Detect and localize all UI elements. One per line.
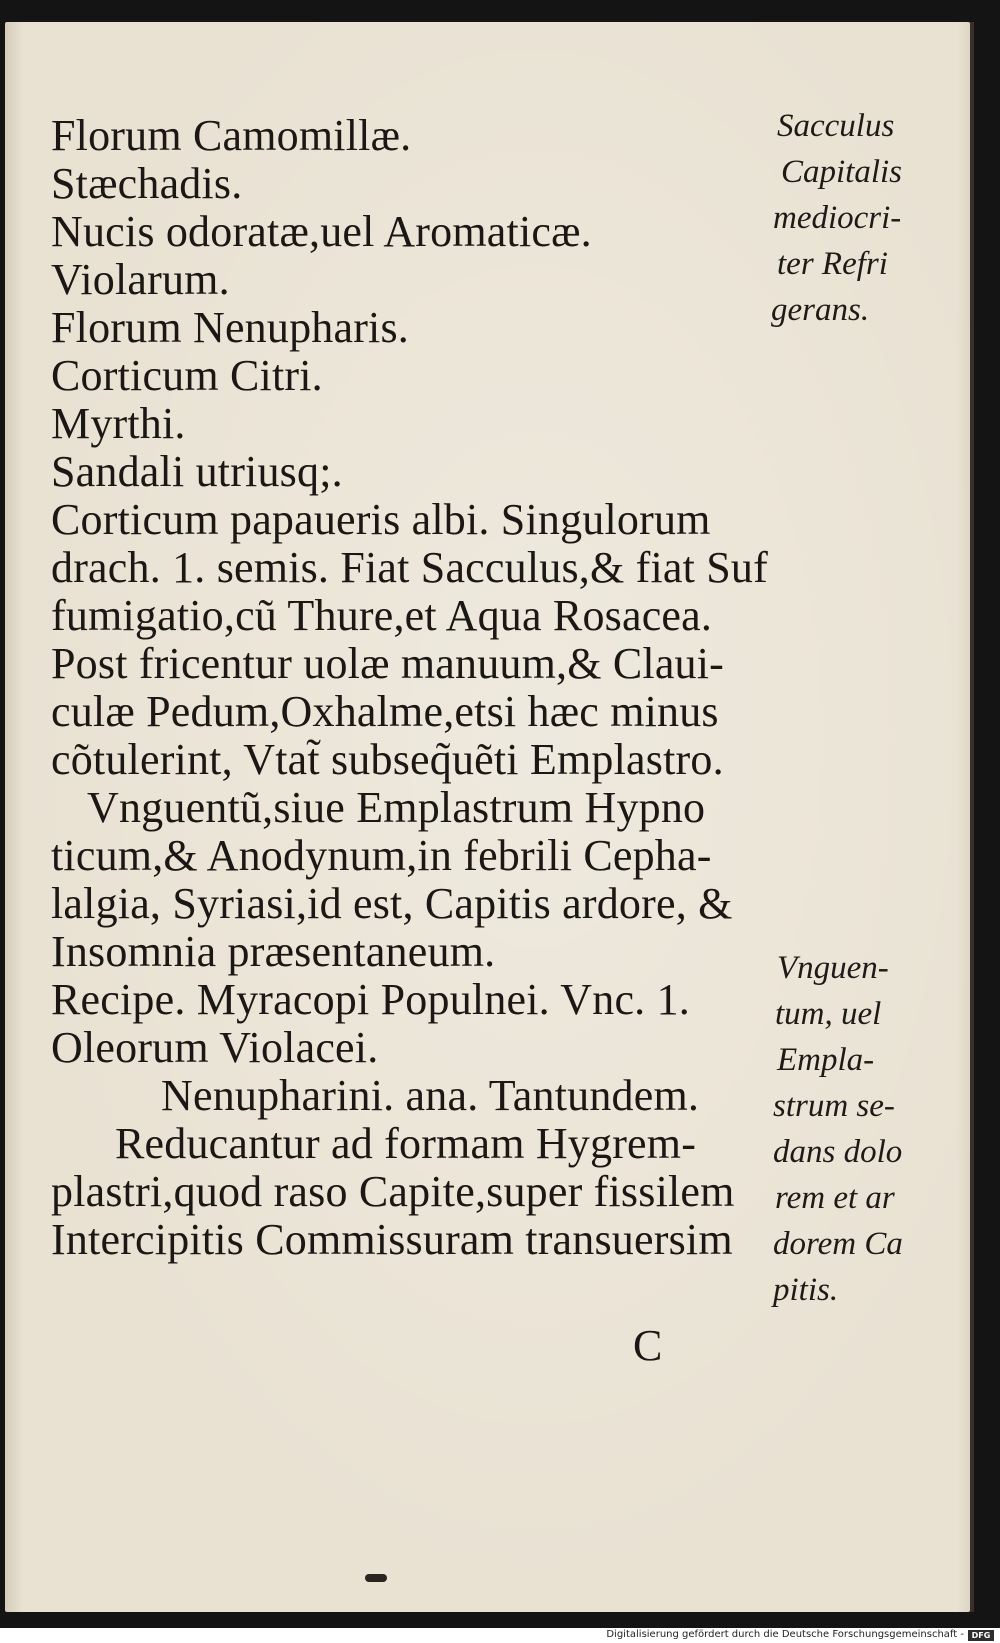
text-line: Nenupharini. ana. Tantundem. [161, 1071, 700, 1120]
text-line: Post fricentur uolæ manuum,& Claui- [51, 639, 725, 688]
text-line: Nucis odoratæ,uel Aromaticæ. [51, 207, 592, 256]
margin-note-line: Vnguen- [777, 950, 889, 986]
text-line: Vnguentũ,siue Emplastrum Hypno [87, 783, 706, 832]
text-line: lalgia, Syriasi,id est, Capitis ardore, & [51, 879, 733, 928]
margin-note-line: ter Refri [777, 246, 888, 282]
text-line: Violarum. [51, 255, 230, 304]
text-line: drach. 1. semis. Fiat Sacculus,& fiat Suf [51, 543, 768, 592]
text-line: Oleorum Violacei. [51, 1023, 379, 1072]
text-line: Stæchadis. [51, 159, 243, 208]
text-line: plastri,quod raso Capite,super fissilem [51, 1167, 735, 1216]
margin-note-line: tum, uel [775, 996, 882, 1032]
dfg-logo: DFG [968, 1630, 994, 1641]
margin-note-line: rem et ar [775, 1180, 895, 1216]
text-line: Sandali utriusq;. [51, 447, 343, 496]
text-line: Insomnia præsentaneum. [51, 927, 496, 976]
text-line: Corticum Citri. [51, 351, 323, 400]
margin-note-line: dans dolo [773, 1134, 903, 1170]
margin-note-line: dorem Ca [773, 1226, 903, 1262]
text-line: ticum,& Anodynum,in febrili Cepha- [51, 831, 712, 880]
text-line: Reducantur ad formam Hygrem- [115, 1119, 697, 1168]
text-line: cõtulerint, Vtat̃ subseq̃uẽti Emplastro. [51, 735, 724, 784]
text-line: culæ Pedum,Oxhalme,etsi hæc minus [51, 687, 719, 736]
text-line: Corticum papaueris albi. Singulorum [51, 495, 711, 544]
margin-note-line: Empla- [777, 1042, 875, 1078]
margin-note-line: Sacculus [777, 108, 895, 144]
text-line: fumigatio,cũ Thure,et Aqua Rosacea. [51, 591, 713, 640]
margin-note-line: pitis. [773, 1272, 839, 1308]
text-line: Myrthi. [51, 399, 186, 448]
text-line: Florum Camomillæ. [51, 111, 412, 160]
margin-note-line: strum se- [773, 1088, 895, 1124]
text-line: Intercipitis Commissuram transuersim [51, 1215, 733, 1264]
footer-bar [0, 1628, 1000, 1643]
text-line: Florum Nenupharis. [51, 303, 410, 352]
text-line: Recipe. Myracopi Populnei. Vnc. 1. [51, 975, 690, 1024]
book-page [5, 22, 970, 1612]
footer-credit: Digitalisierung gefördert durch die Deutsche Forschungsgemeinschaft - [606, 1629, 964, 1640]
margin-note-line: mediocri- [773, 200, 902, 236]
margin-note-line: Capitalis [781, 154, 903, 190]
margin-note-line: gerans. [771, 292, 870, 328]
signature-mark: C [633, 1321, 663, 1370]
ink-speck [365, 1574, 387, 1582]
